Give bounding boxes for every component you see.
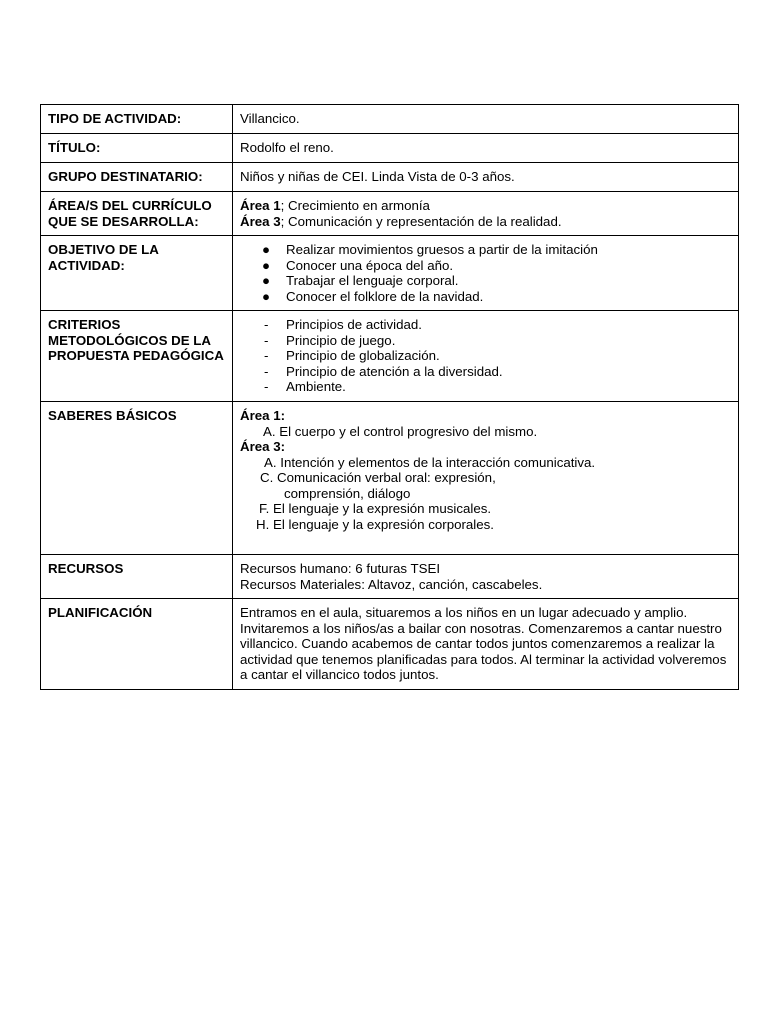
value-saberes-basicos (233, 402, 739, 555)
recursos-materiales: Recursos Materiales: Altavoz, canción, cascabeles. (240, 576, 543, 592)
list-item (240, 379, 732, 395)
bullet-icon: ● (262, 257, 271, 273)
saberes-item: A. Intención y elementos de la interacción comunicativa. (264, 454, 596, 470)
dash-icon: - (264, 348, 269, 363)
value-planificacion: Entramos en el aula, situaremos a los niños en un lugar adecuado y amplio. Invitaremos a los niños/as a bailar con nosotras. Comenzaremos a cantar nuestro villancico. Cuando acabemos de cantar todos juntos comenzaremos a realizar la actividad que tenemos planificadas para todos. Al terminar la actividad volveremos a cantar el villancico todos juntos. (233, 599, 739, 690)
label-areas-curriculo: ÁREA/S DEL CURRÍCULO QUE SE DESARROLLA: (41, 192, 233, 236)
area-description: ; Comunicación y representación de la realidad. (280, 213, 562, 229)
objetivo-list (240, 242, 732, 304)
value-tipo-actividad: Villancico. (233, 105, 739, 134)
criterios-list (240, 317, 732, 395)
list-item (240, 364, 732, 380)
area-name: Área 1 (240, 198, 281, 213)
saberes-item-continuation: comprensión, diálogo (284, 485, 411, 501)
bullet-icon: ● (262, 288, 271, 304)
list-item (240, 289, 732, 305)
row-grupo-destinatario (41, 163, 739, 192)
saberes-item: F. El lenguaje y la expresión musicales. (259, 501, 492, 516)
row-titulo (41, 134, 739, 163)
list-item-text: Principio de atención a la diversidad. (286, 363, 503, 379)
saberes-item: C. Comunicación verbal oral: expresión, (260, 470, 496, 485)
saberes-area3-heading: Área 3: (240, 439, 286, 454)
saberes-item: A. El cuerpo y el control progresivo del mismo. (263, 423, 538, 439)
list-item-text: Principios de actividad. (286, 317, 422, 332)
list-item-text: Principio de globalización. (286, 348, 440, 363)
list-item (240, 258, 732, 274)
value-criterios (233, 311, 739, 402)
list-item-text: Ambiente. (286, 379, 346, 394)
label-saberes-basicos: SABERES BÁSICOS (41, 402, 233, 555)
value-areas-curriculo (233, 192, 739, 236)
row-criterios (41, 311, 739, 402)
area-line (240, 198, 732, 214)
recursos-humanos: Recursos humano: 6 futuras TSEI (240, 561, 441, 576)
list-item (240, 242, 732, 258)
list-item-text: Conocer el folklore de la navidad. (286, 288, 484, 304)
dash-icon: - (264, 332, 269, 348)
label-titulo: TÍTULO: (41, 134, 233, 163)
value-objetivo (233, 236, 739, 311)
area-description: ; Crecimiento en armonía (280, 198, 430, 213)
label-criterios: CRITERIOS METODOLÓGICOS DE LA PROPUESTA PEDAGÓGICA (41, 311, 233, 402)
label-recursos: RECURSOS (41, 555, 233, 599)
value-titulo: Rodolfo el reno. (233, 134, 739, 163)
value-recursos (233, 555, 739, 599)
row-objetivo (41, 236, 739, 311)
area-line (240, 214, 732, 230)
dash-icon: - (264, 317, 269, 332)
row-recursos (41, 555, 739, 599)
list-item-text: Principio de juego. (286, 332, 396, 348)
dash-icon: - (264, 363, 269, 379)
list-item (240, 348, 732, 364)
row-saberes-basicos (41, 402, 739, 555)
list-item-text: Trabajar el lenguaje corporal. (286, 273, 459, 288)
list-item (240, 273, 732, 289)
label-tipo-actividad: TIPO DE ACTIVIDAD: (41, 105, 233, 134)
list-item (240, 333, 732, 349)
bullet-icon: ● (262, 273, 271, 288)
dash-icon: - (264, 379, 269, 394)
value-grupo-destinatario: Niños y niñas de CEI. Linda Vista de 0-3 años. (233, 163, 739, 192)
label-objetivo: OBJETIVO DE LA ACTIVIDAD: (41, 236, 233, 311)
list-item-text: Realizar movimientos gruesos a partir de la imitación (286, 242, 598, 257)
area-name: Área 3 (240, 213, 281, 229)
label-grupo-destinatario: GRUPO DESTINATARIO: (41, 163, 233, 192)
row-planificacion (41, 599, 739, 690)
bullet-icon: ● (262, 242, 271, 257)
saberes-area1-heading: Área 1: (240, 408, 286, 423)
label-planificacion: PLANIFICACIÓN (41, 599, 233, 690)
row-areas-curriculo (41, 192, 739, 236)
activity-plan-table (40, 104, 739, 690)
row-tipo-actividad (41, 105, 739, 134)
list-item (240, 317, 732, 333)
saberes-item: H. El lenguaje y la expresión corporales. (256, 516, 494, 532)
list-item-text: Conocer una época del año. (286, 257, 454, 273)
